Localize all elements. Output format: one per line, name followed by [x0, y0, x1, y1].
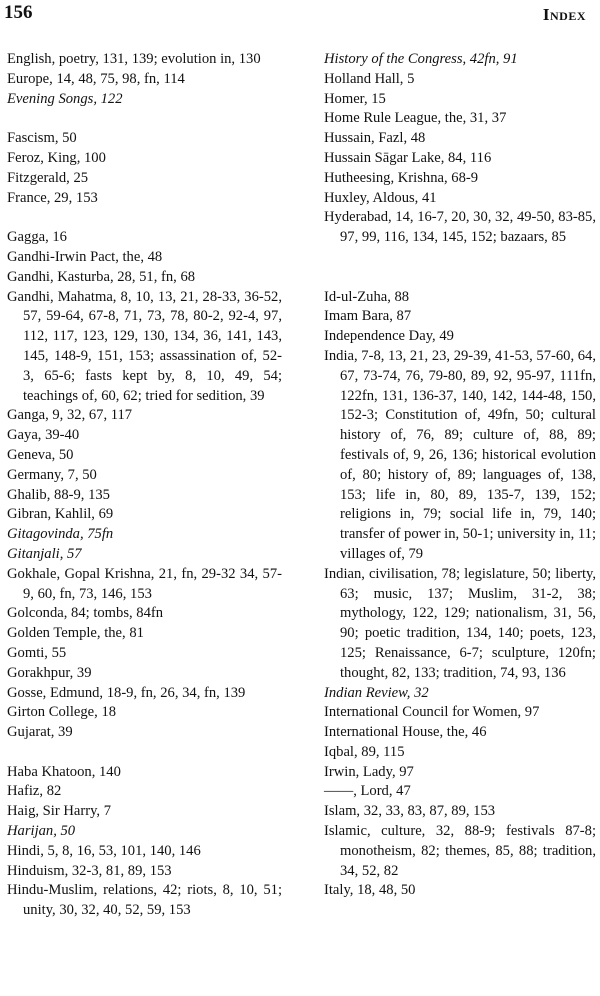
- index-entry: Gaya, 39-40: [7, 427, 80, 444]
- index-entry: India, 7-8, 13, 21, 23, 29-39, 41-53, 57-60, 64, 67, 73-74, 76, 79-80, 89, 92, 95-97, 111fn, 122fn, 131, 136-37, 140, 142, 144-48, 150, 152-3; Constitution of, 49fn, 50; cultural history of, 76, 89; culture of, 88, 89; festivals of, 9, 26, 136; historical evolution of, 80; history of, 89; languages of, 138, 153; life in, 80, 89, 135-7, 139, 152; religions in, 79; social life in, 79, 140; transfer of power in, 50-1; university in, 11; villages of, 79: [324, 347, 597, 562]
- index-entry: Harijan, 50: [7, 823, 76, 840]
- index-entry: Indian, civilisation, 78; legislature, 50; liberty, 63; music, 137; Muslim, 31-2, 38; mythology, 122, 129; nationalism, 31, 56, 90; poetic tradition, 134, 140; poets, 123, 125; Renaissance, 6-7; sculpture, 120fn; thought, 82, 133; tradition, 74, 93, 136: [324, 565, 596, 681]
- index-entry: Fascism, 50: [7, 130, 77, 147]
- index-entry: Europe, 14, 48, 75, 98, fn, 114: [7, 70, 185, 87]
- index-entry: Ghalib, 88-9, 135: [7, 486, 110, 503]
- index-entry: Gandhi, Mahatma, 8, 10, 13, 21, 28-33, 36-52, 57, 59-64, 67-8, 71, 73, 78, 80-2, 92-4, 97, 112, 117, 123, 129, 130, 134, 36, 141, 143, 145, 148-9, 151, 153; assassination of, 52-3, 65-6; fasts kept by, 8, 10, 49, 54; teachings of, 60, 62; tried for sedition, 39: [7, 288, 282, 404]
- index-entry: Geneva, 50: [7, 446, 74, 463]
- index-entry: Hafiz, 82: [7, 783, 62, 800]
- page-number: 156: [4, 2, 33, 23]
- index-entry: Germany, 7, 50: [7, 466, 97, 483]
- index-entry: Hutheesing, Krishna, 68-9: [324, 169, 479, 186]
- index-entry: Gokhale, Gopal Krishna, 21, fn, 29-32 34, 57-9, 60, fn, 73, 146, 153: [7, 565, 282, 602]
- index-entry: Ganga, 9, 32, 67, 117: [7, 407, 133, 424]
- index-entry: Gandhi, Kasturba, 28, 51, fn, 68: [7, 268, 196, 285]
- index-entry: Girton College, 18: [7, 704, 117, 721]
- index-entry: Home Rule League, the, 31, 37: [324, 110, 507, 127]
- page-header: [0, 0, 600, 34]
- index-entry: Huxley, Aldous, 41: [324, 189, 437, 206]
- index-entry: Golconda, 84; tombs, 84fn: [7, 605, 164, 622]
- index-entry: Hindu-Muslim, relations, 42; riots, 8, 10, 51; unity, 30, 32, 40, 52, 59, 153: [7, 882, 282, 919]
- index-entry: Islamic, culture, 32, 88-9; festivals 87-8; monotheism, 82; themes, 85, 88; tradition, 34, 52, 82: [324, 823, 596, 879]
- index-entry: Id-ul-Zuha, 88: [324, 288, 410, 305]
- index-entry: Holland Hall, 5: [324, 70, 415, 87]
- index-entry: Gomti, 55: [7, 644, 67, 661]
- index-entry: France, 29, 153: [7, 189, 98, 206]
- index-entry: International House, the, 46: [324, 724, 487, 741]
- index-entry: ——, Lord, 47: [324, 783, 411, 800]
- index-entry: Irwin, Lady, 97: [324, 763, 414, 780]
- index-entry: Iqbal, 89, 115: [324, 743, 405, 760]
- index-entry: Hussain Sāgar Lake, 84, 116: [324, 149, 492, 166]
- index-entry: Gujarat, 39: [7, 724, 73, 741]
- index-entry: Haba Khatoon, 140: [7, 763, 121, 780]
- index-entry: Indian Review, 32: [324, 684, 429, 701]
- index-entry: Gibran, Kahlil, 69: [7, 506, 114, 523]
- index-entry: Fitzgerald, 25: [7, 169, 89, 186]
- index-entry: International Council for Women, 97: [324, 704, 540, 721]
- index-entry: Italy, 18, 48, 50: [324, 882, 416, 899]
- index-entry: Hinduism, 32-3, 81, 89, 153: [7, 862, 172, 879]
- index-entry: Gorakhpur, 39: [7, 664, 92, 681]
- index-entry: Evening Songs, 122: [7, 90, 123, 107]
- index-entry: Haig, Sir Harry, 7: [7, 803, 112, 820]
- index-entry: Homer, 15: [324, 90, 386, 107]
- index-entry: Hyderabad, 14, 16-7, 20, 30, 32, 49-50, 83-85, 97, 99, 116, 134, 145, 152; bazaars, 85: [324, 209, 596, 246]
- index-entry: Imam Bara, 87: [324, 308, 412, 325]
- index-column-left: [7, 50, 282, 921]
- index-entry: English, poetry, 131, 139; evolution in, 130: [7, 51, 261, 67]
- index-column-right: [324, 50, 596, 901]
- index-entry: Gosse, Edmund, 18-9, fn, 26, 34, fn, 139: [7, 684, 246, 701]
- index-entry: Gagga, 16: [7, 229, 67, 246]
- index-entry: Hindi, 5, 8, 16, 53, 101, 140, 146: [7, 842, 201, 859]
- index-entry: Hussain, Fazl, 48: [324, 130, 426, 147]
- index-entry: Gandhi-Irwin Pact, the, 48: [7, 248, 163, 265]
- running-head: Index: [542, 5, 586, 24]
- index-entry: Gitanjali, 57: [7, 545, 82, 562]
- index-entry: Gitagovinda, 75fn: [7, 526, 114, 543]
- index-entry: Feroz, King, 100: [7, 149, 106, 166]
- index-entry: Golden Temple, the, 81: [7, 625, 144, 642]
- index-entry: History of the Congress, 42fn, 91: [324, 51, 518, 67]
- index-entry: Islam, 32, 33, 83, 87, 89, 153: [324, 803, 496, 820]
- index-entry: Independence Day, 49: [324, 328, 454, 345]
